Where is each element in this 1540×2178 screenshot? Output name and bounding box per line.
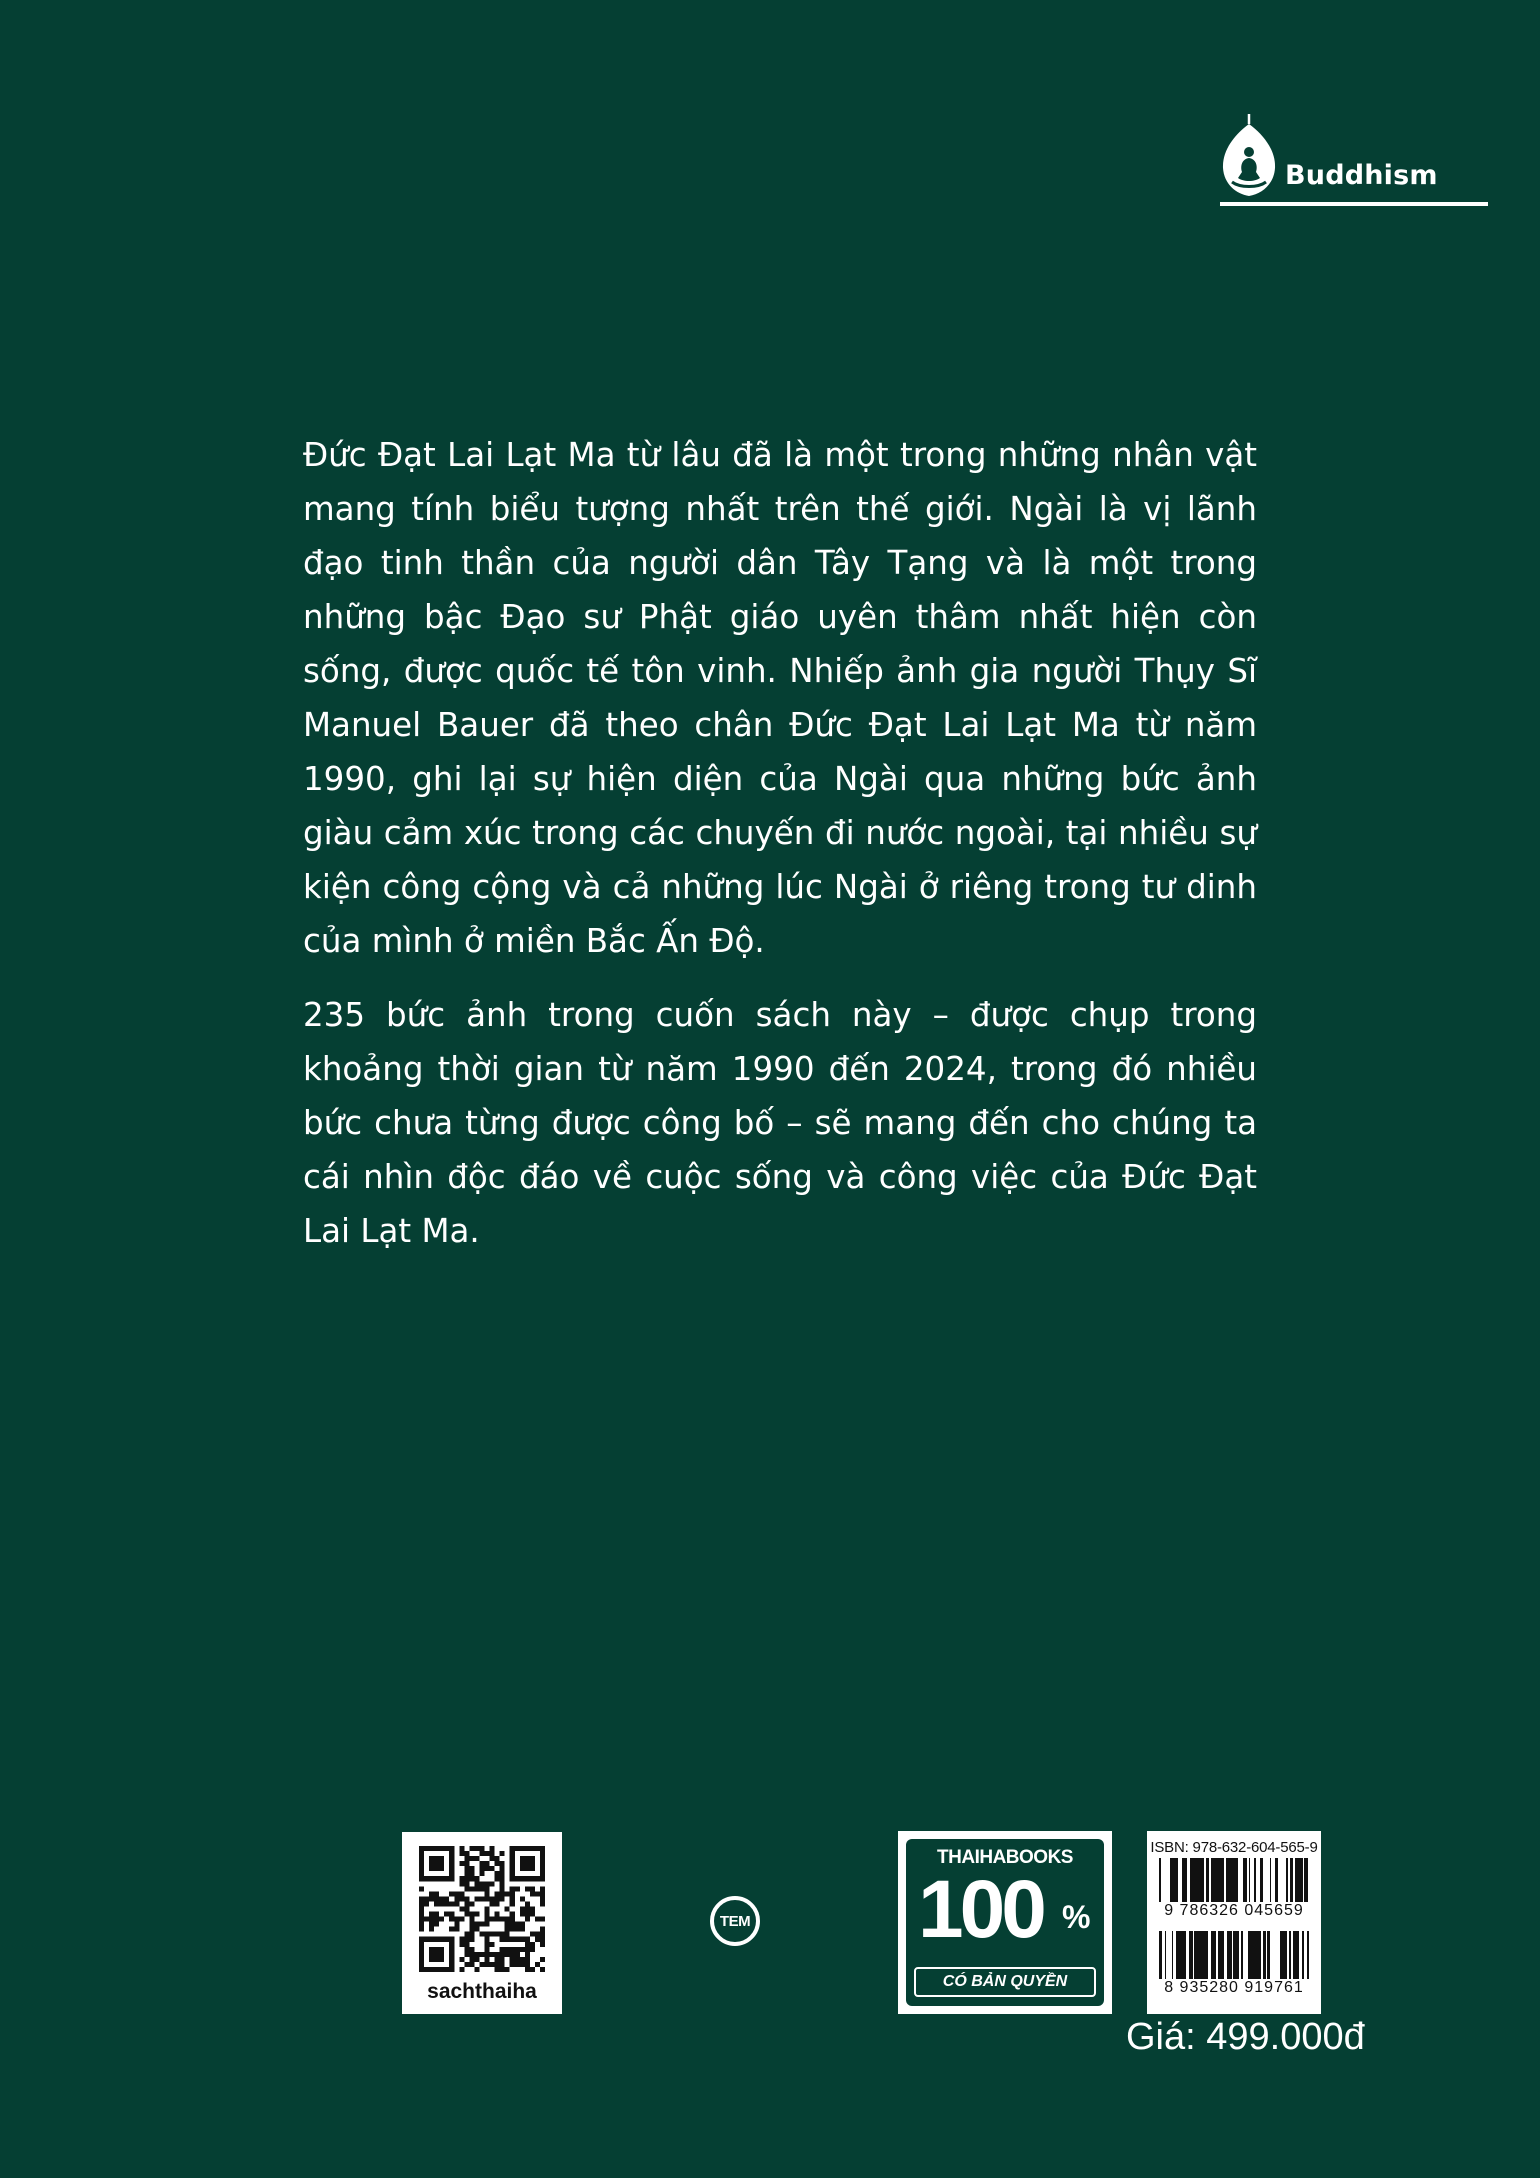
blurb-paragraph-1: Đức Đạt Lai Lạt Ma từ lâu đã là một trong những nhân vật mang tính biểu tượng nhất trên thế giới. Ngài là vị lãnh đạo tinh thần của người dân Tây Tạng và là một trong những bậc Đạo sư Phật giáo uyên thâm nhất hiện còn sống, được quốc tế tôn vinh. Nhiếp ảnh gia người Thụy Sĩ Manuel Bauer đã theo chân Đức Đạt Lai Lạt Ma từ năm 1990, ghi lại sự hiện diện của Ngài qua những bức ảnh giàu cảm xúc trong các chuyến đi nước ngoài, tại nhiều sự kiện công cộng và cả những lúc Ngài ở riêng trong tư dinh của mình ở miền Bắc Ấn Độ. bbox=[303, 436, 1257, 960]
bodhi-leaf-meditator-icon bbox=[1220, 112, 1278, 200]
isbn-barcode-icon bbox=[1159, 1858, 1309, 1902]
qr-label: sachthaiha bbox=[427, 1980, 537, 2003]
qr-code-icon bbox=[419, 1846, 545, 1972]
publisher-copyright-label: CÓ BẢN QUYỀN bbox=[914, 1967, 1096, 1997]
stamp-badge: TEM bbox=[710, 1896, 760, 1946]
isbn-label: ISBN: 978-632-604-565-9 bbox=[1150, 1839, 1318, 1856]
back-cover-blurb bbox=[303, 428, 1257, 1258]
isbn-barcode-digits: 9 786326 045659 bbox=[1164, 1902, 1304, 1919]
publisher-brand: THAIHABOOKS bbox=[937, 1847, 1073, 1868]
qr-card bbox=[402, 1832, 562, 2014]
price-label: Giá: 499.000đ bbox=[1126, 2016, 1365, 2058]
blurb-paragraph-2: 235 bức ảnh trong cuốn sách này – được chụp trong khoảng thời gian từ năm 1990 đến 2024, trong đó nhiều bức chưa từng được công bố – sẽ mang đến cho chúng ta cái nhìn độc đáo về cuộc sống và công việc của Đức Đạt Lai Lạt Ma. bbox=[303, 996, 1257, 1250]
buddhism-logo bbox=[1220, 108, 1488, 212]
barcode-card bbox=[1147, 1831, 1321, 2014]
ean-barcode-digits: 8 935280 919761 bbox=[1164, 1979, 1304, 1996]
ean-barcode-icon bbox=[1159, 1931, 1309, 1979]
logo-text: Buddhism bbox=[1285, 160, 1438, 191]
publisher-badge-inner bbox=[906, 1839, 1104, 2006]
publisher-badge bbox=[898, 1831, 1112, 2014]
logo-underline bbox=[1220, 202, 1488, 206]
publisher-hundred: 100 bbox=[918, 1864, 1043, 1955]
publisher-percent: % bbox=[1062, 1899, 1091, 1935]
